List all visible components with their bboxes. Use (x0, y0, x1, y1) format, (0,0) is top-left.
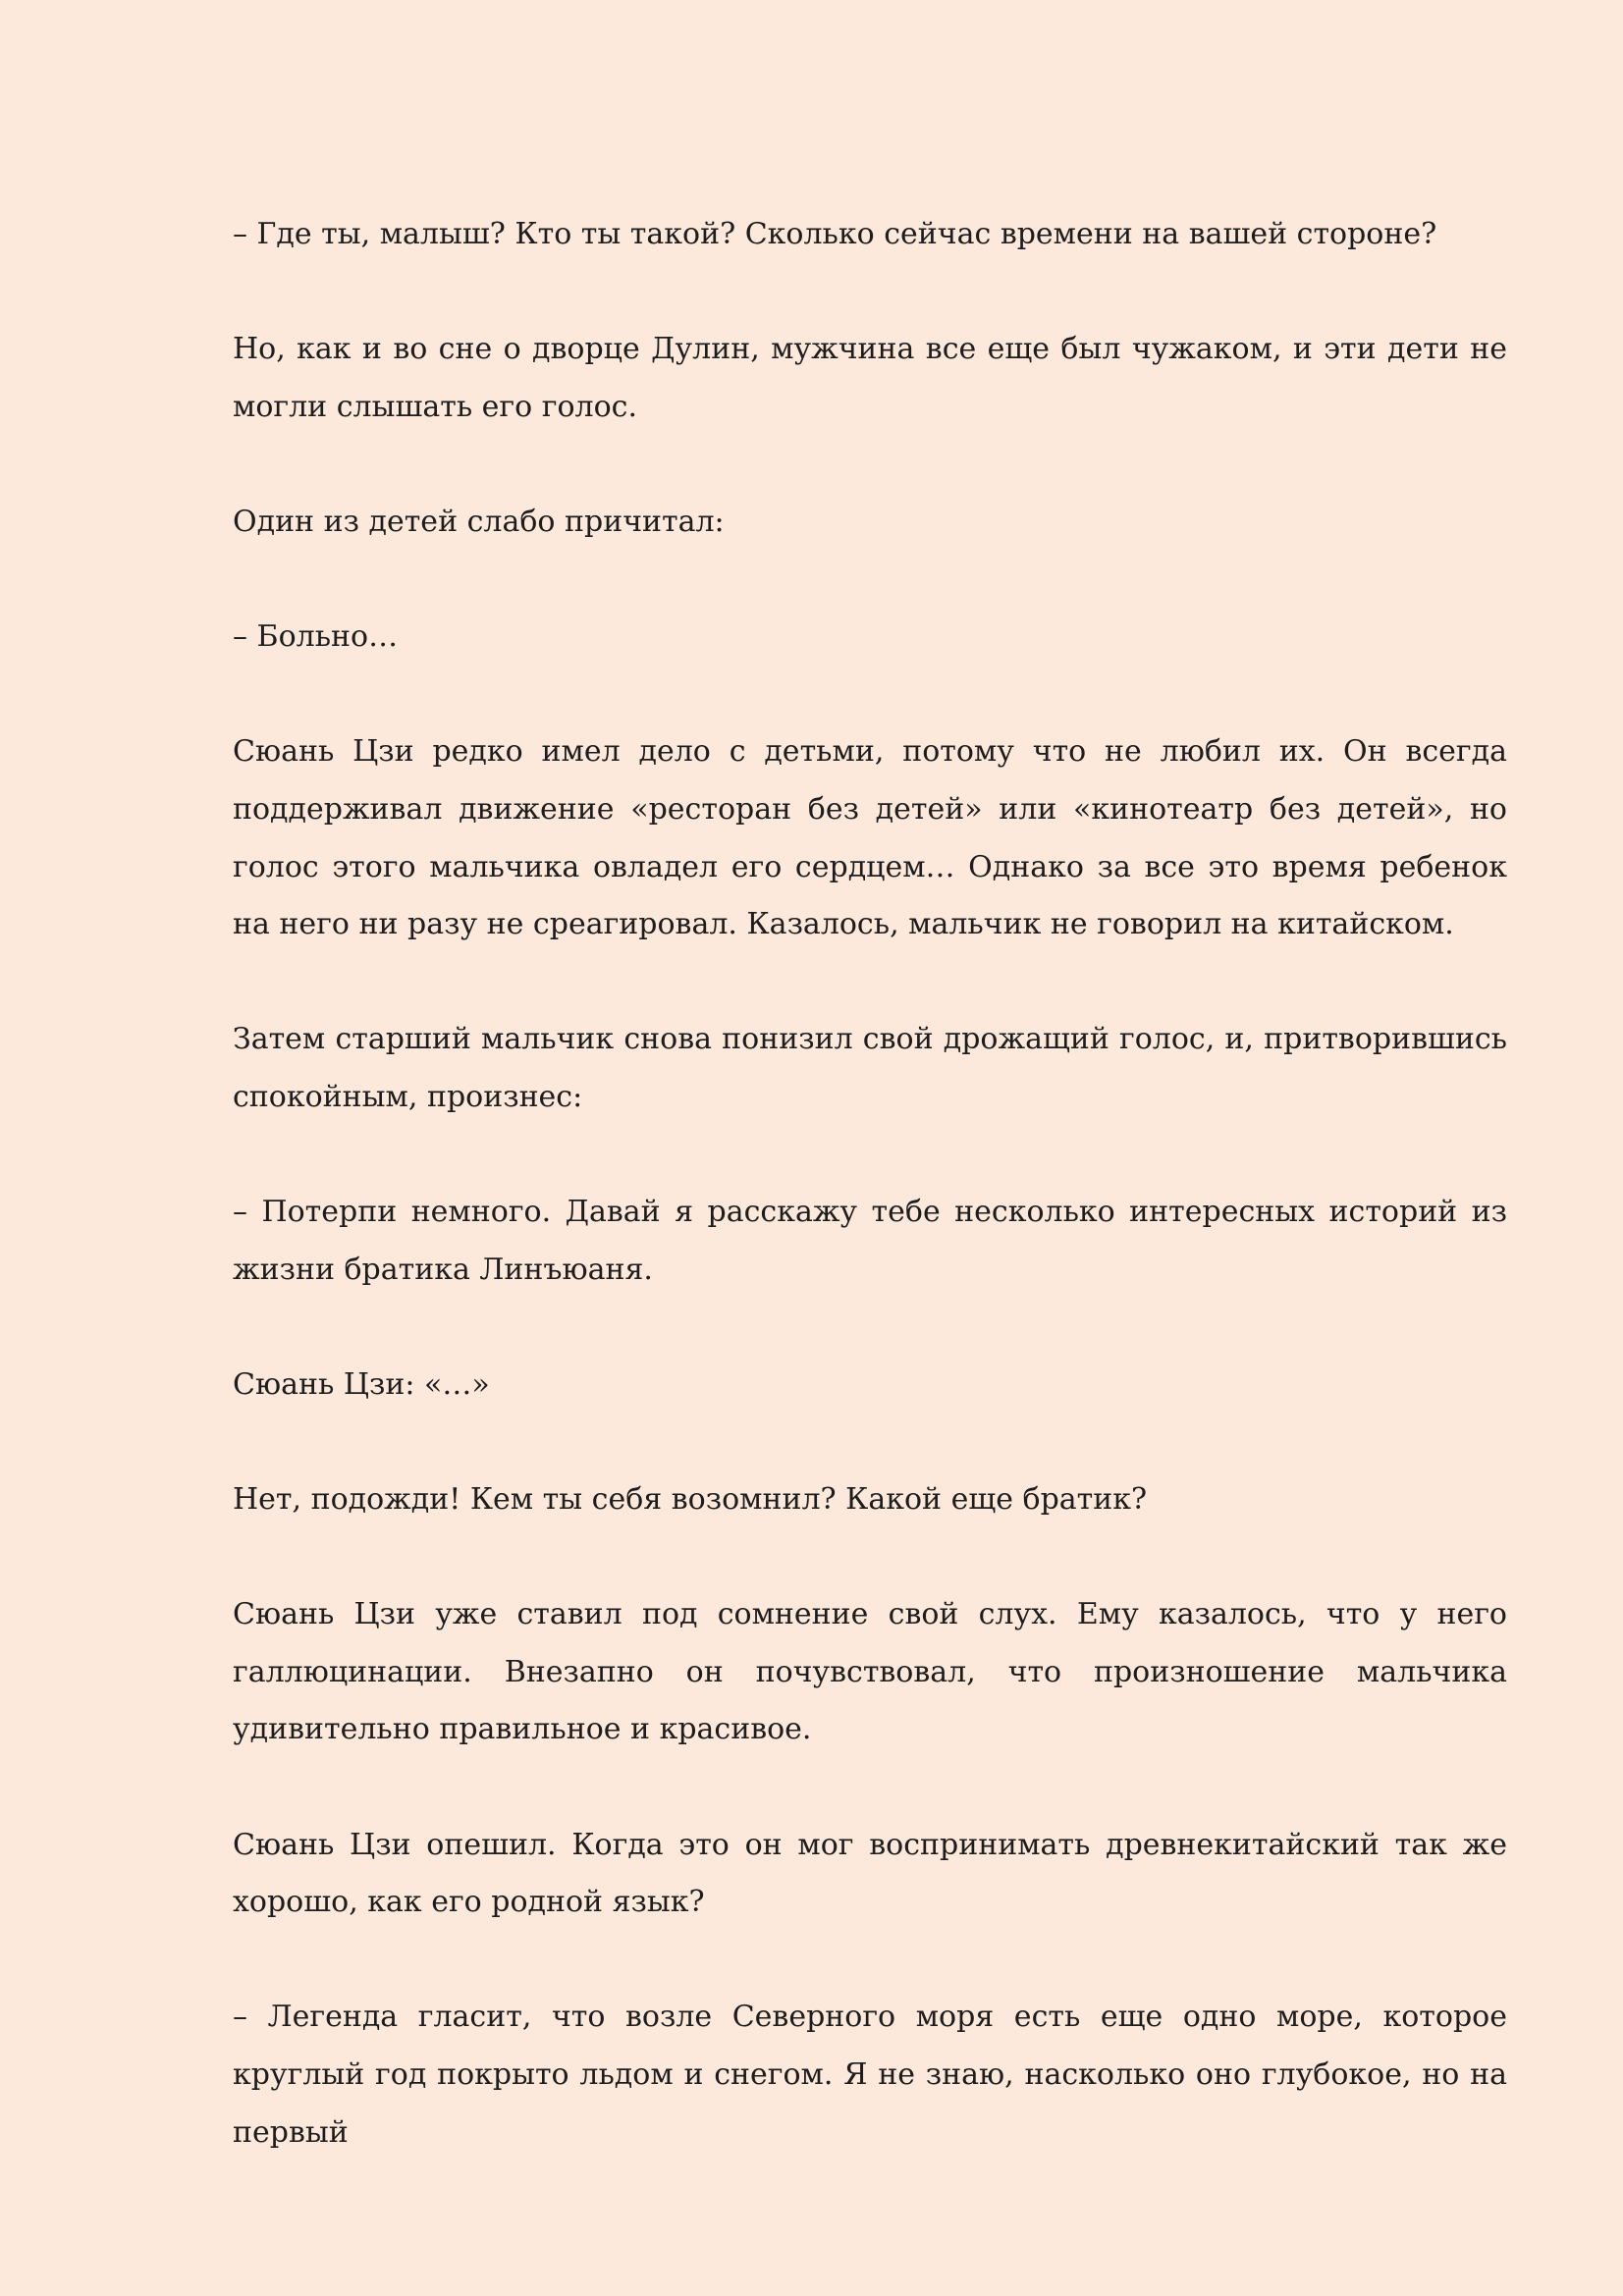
paragraph: – Легенда гласит, что возле Северного моря есть еще одно море, которое круглый год покрыто льдом и снегом. Я не знаю, насколько оно глубокое, но на первый (233, 2000, 1507, 2150)
paragraph: – Где ты, малыш? Кто ты такой? Сколько сейчас времени на вашей стороне? (233, 217, 1437, 251)
paragraph: – Больно… (233, 619, 399, 655)
paragraph: Сюань Цзи уже ставил под сомнение свой слух. Ему казалось, что у него галлюцинации. Внезапно он почувствовал, что произношение мальчика удивительно правильное и красивое. (233, 1597, 1507, 1747)
paragraph: Сюань Цзи редко имел дело с детьми, потому что не любил их. Он всегда поддерживал движение «ресторан без детей» или «кинотеатр без детей», но голос этого мальчика овладел его сердцем… Однако за все это время ребенок на него ни разу не среагировал. Казалось, мальчик не говорил на китайском. (233, 734, 1507, 942)
paragraph: Один из детей слабо причитал: (233, 504, 725, 539)
paragraph: Сюань Цзи: «…» (233, 1366, 490, 1402)
paragraph: Но, как и во сне о дворце Дулин, мужчина все еще был чужаком, и эти дети не могли слышать его голос. (233, 332, 1507, 424)
document-page (233, 206, 1507, 2219)
paragraph: Сюань Цзи опешил. Когда это он мог воспринимать древнекитайский так же хорошо, как его родной язык? (233, 1827, 1507, 1920)
paragraph: Нет, подожди! Кем ты себя возомнил? Какой еще братик? (233, 1482, 1148, 1518)
paragraph: Затем старший мальчик снова понизил свой дрожащий голос, и, притворившись спокойным, произнес: (233, 1022, 1507, 1114)
paragraph: – Потерпи немного. Давай я расскажу тебе несколько интересных историй из жизни братика Линъюаня. (233, 1195, 1507, 1287)
